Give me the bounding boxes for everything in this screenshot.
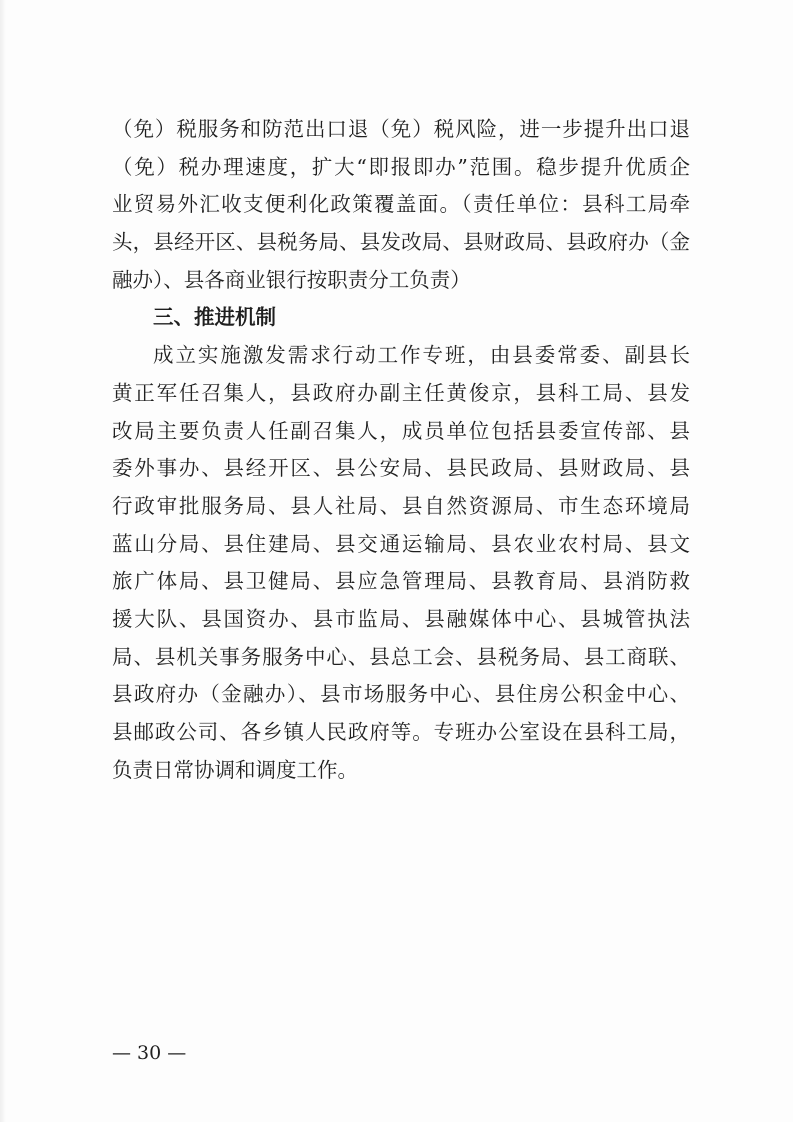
document-body	[112, 111, 690, 789]
text-line: （免）税办理速度，扩大“即报即办”范围。稳步提升优质企	[112, 154, 690, 179]
paragraph-continued	[112, 111, 690, 299]
text-line: 成立实施激发需求行动工作专班，由县委常委、副县长	[153, 343, 690, 368]
text-line: 县政府办（金融办）、县市场服务中心、县住房公积金中心、	[112, 682, 690, 707]
text-line: 改局主要负责人任副召集人，成员单位包括县委宣传部、县	[112, 418, 690, 443]
section-heading: 三、推进机制	[153, 305, 276, 330]
text-line: 委外事办、县经开区、县公安局、县民政局、县财政局、县	[112, 456, 690, 481]
text-line: （免）税服务和防范出口退（免）税风险，进一步提升出口退	[112, 117, 690, 141]
text-line: 业贸易外汇收支便利化政策覆盖面。（责任单位：县科工局牵	[112, 192, 690, 217]
text-line: 局、县机关事务服务中心、县总工会、县税务局、县工商联、	[112, 644, 690, 669]
text-line: 头，县经开区、县税务局、县发改局、县财政局、县政府办（金	[112, 230, 690, 255]
text-line: 行政审批服务局、县人社局、县自然资源局、市生态环境局	[112, 493, 690, 518]
text-line: 旅广体局、县卫健局、县应急管理局、县教育局、县消防救	[112, 569, 690, 594]
text-line: 负责日常协调和调度工作。	[112, 757, 358, 782]
text-line: 援大队、县国资办、县市监局、县融媒体中心、县城管执法	[112, 606, 690, 631]
text-line: 蓝山分局、县住建局、县交通运输局、县农业农村局、县文	[112, 531, 690, 556]
text-line: 黄正军任召集人，县政府办副主任黄俊京，县科工局、县发	[112, 380, 690, 405]
scan-edge-shadow	[0, 0, 6, 1122]
page-number: — 30 —	[112, 1042, 187, 1064]
paragraph-mechanism	[112, 337, 690, 789]
text-line: 县邮政公司、各乡镇人民政府等。专班办公室设在县科工局，	[112, 720, 690, 744]
text-line: 融办）、县各商业银行按职责分工负责）	[112, 267, 471, 292]
